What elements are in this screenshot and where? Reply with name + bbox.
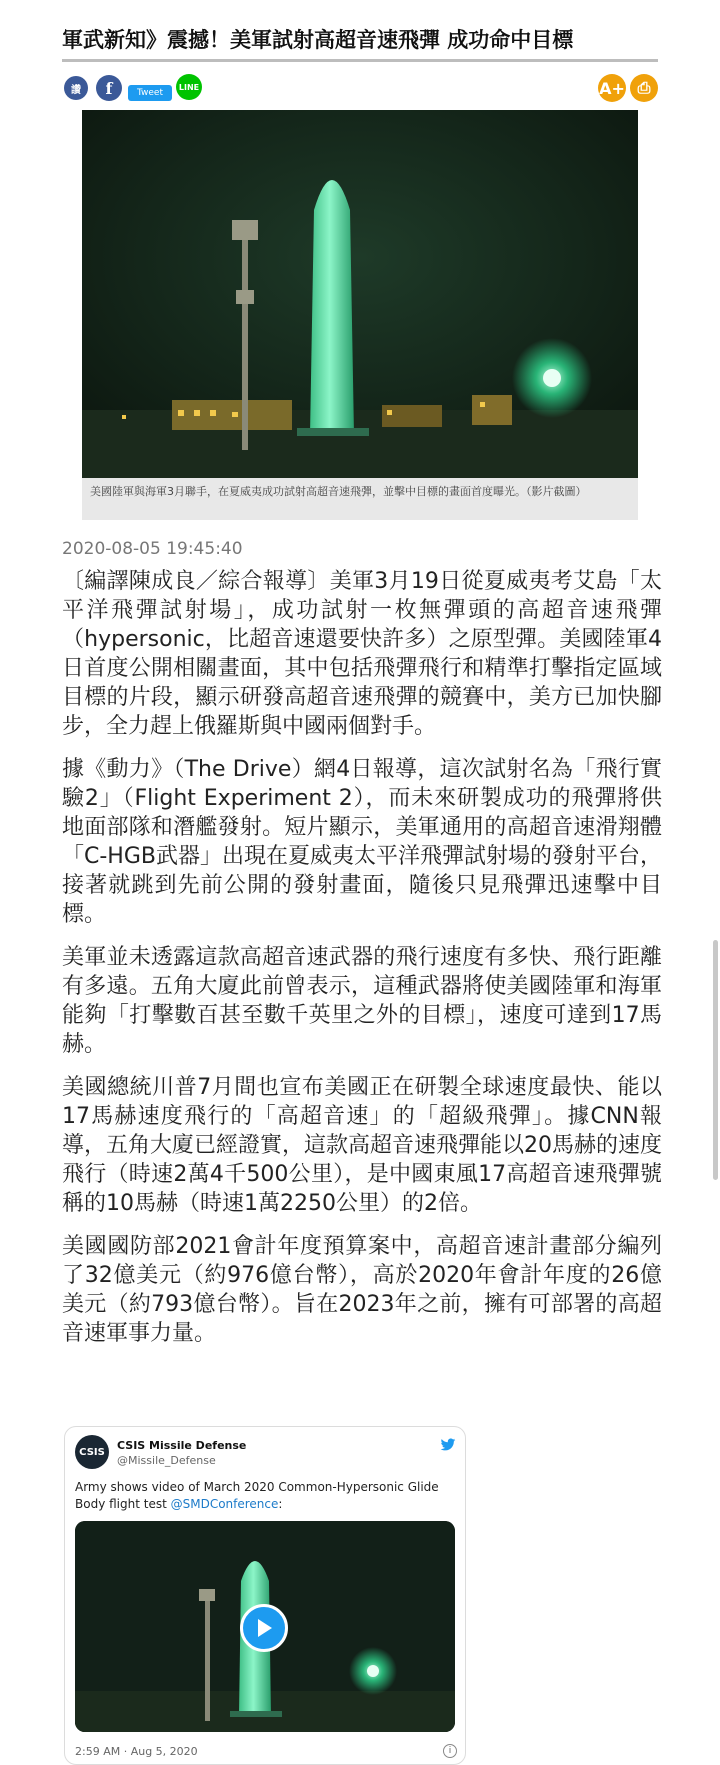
article-paragraph: 美軍並未透露這款高超音速武器的飛行速度有多快、飛行距離有多遠。五角大廈此前曾表示，這種武器將使美國陸軍和海軍能夠「打擊數百甚至數千英里之外的目標」，速度可達到17馬赫。 [62, 945, 662, 1057]
font-size-icon: A+ [599, 78, 625, 98]
tweet-video[interactable] [75, 1521, 455, 1732]
publish-date: 2020-08-05 19:45:40 [62, 539, 243, 559]
scrollbar[interactable] [713, 940, 718, 1180]
tweet-button[interactable] [128, 85, 172, 101]
article-paragraph: 據《動力》（The Drive）網4日報導，這次試射名為「飛行實驗2」（Flight Experiment 2），而未來研製成功的飛彈將供地面部隊和潛艦發射。短片顯示，美軍通用的高超音速滑翔體「C-HGB武器」出現在夏威夷太平洋飛彈試射場的發射平台，接著就跳到先前公開的發射畫面，隨後只見飛彈迅速擊中目標。 [62, 757, 662, 927]
article-title-bar [62, 22, 658, 62]
facebook-share-button[interactable] [96, 75, 122, 101]
tweet-author-name[interactable]: CSIS Missile Defense [117, 1439, 247, 1452]
font-size-button[interactable] [598, 74, 626, 102]
avatar[interactable] [75, 1435, 109, 1469]
facebook-icon: f [105, 78, 113, 98]
tweet-author-handle[interactable]: @Missile_Defense [117, 1454, 216, 1467]
article-paragraph: 美國總統川普7月間也宣布美國正在研製全球速度最快、能以17馬赫速度飛行的「高超音速」的「超級飛彈」。據CNN報導，五角大廈已經證實，這款高超音速飛彈能以20馬赫的速度飛行（時速2萬4千500公里），是中國東風17高超音速飛彈號稱的10馬赫（時速1萬2250公里）的2倍。 [62, 1075, 662, 1216]
article-paragraph: 美國國防部2021會計年度預算案中，高超音速計畫部分編列了32億美元（約976億台幣），高於2020年會計年度的26億美元（約793億台幣）。旨在2023年之前，擁有可部署的高超音速軍事力量。 [62, 1234, 662, 1346]
tweet-mention-link[interactable]: @SMDConference [170, 1497, 279, 1511]
article-title: 軍武新知》震撼！美軍試射高超音速飛彈 成功命中目標 [62, 28, 574, 52]
print-button[interactable] [630, 74, 658, 102]
line-icon: LINE [178, 82, 200, 92]
photo-caption-text: 美國陸軍與海軍3月聯手，在夏威夷成功試射高超音速飛彈，並擊中目標的畫面首度曝光。（影片截圖） [90, 485, 587, 498]
line-share-button[interactable] [176, 74, 202, 100]
play-icon [255, 1618, 273, 1638]
photo-caption [82, 478, 638, 520]
tweet-text [75, 1479, 455, 1513]
tweet-label: Tweet [137, 88, 163, 98]
article-photo [82, 110, 638, 478]
missile-launch-image [82, 110, 638, 478]
print-icon: ⎙ [637, 78, 651, 97]
info-icon-glyph: i [448, 1746, 452, 1756]
tweet-text-body: Army shows video of March 2020 Common-Hypersonic Glide Body flight test [75, 1480, 439, 1511]
play-button[interactable] [240, 1604, 288, 1652]
share-toolbar [62, 74, 658, 104]
tweet-text-end: : [278, 1497, 283, 1511]
info-icon[interactable] [443, 1744, 457, 1758]
like-icon: 讚 [71, 84, 81, 96]
tweet-timestamp[interactable]: 2:59 AM · Aug 5, 2020 [75, 1745, 198, 1758]
avatar-text: CSIS [79, 1446, 105, 1458]
article-paragraph: 〔編譯陳成良／綜合報導〕美軍3月19日從夏威夷考艾島「太平洋飛彈試射場」，成功試射一枚無彈頭的高超音速飛彈（hypersonic，比超音速還要快許多）之原型彈。美國陸軍4日首度公開相關畫面，其中包括飛彈飛行和精準打擊指定區域目標的片段，顯示研發高超音速飛彈的競賽中，美方已加快腳步，全力趕上俄羅斯與中國兩個對手。 [62, 569, 662, 739]
article-body [62, 567, 662, 1362]
like-button[interactable] [64, 76, 88, 100]
twitter-bird-icon[interactable] [440, 1437, 456, 1456]
embedded-tweet[interactable] [64, 1426, 466, 1765]
